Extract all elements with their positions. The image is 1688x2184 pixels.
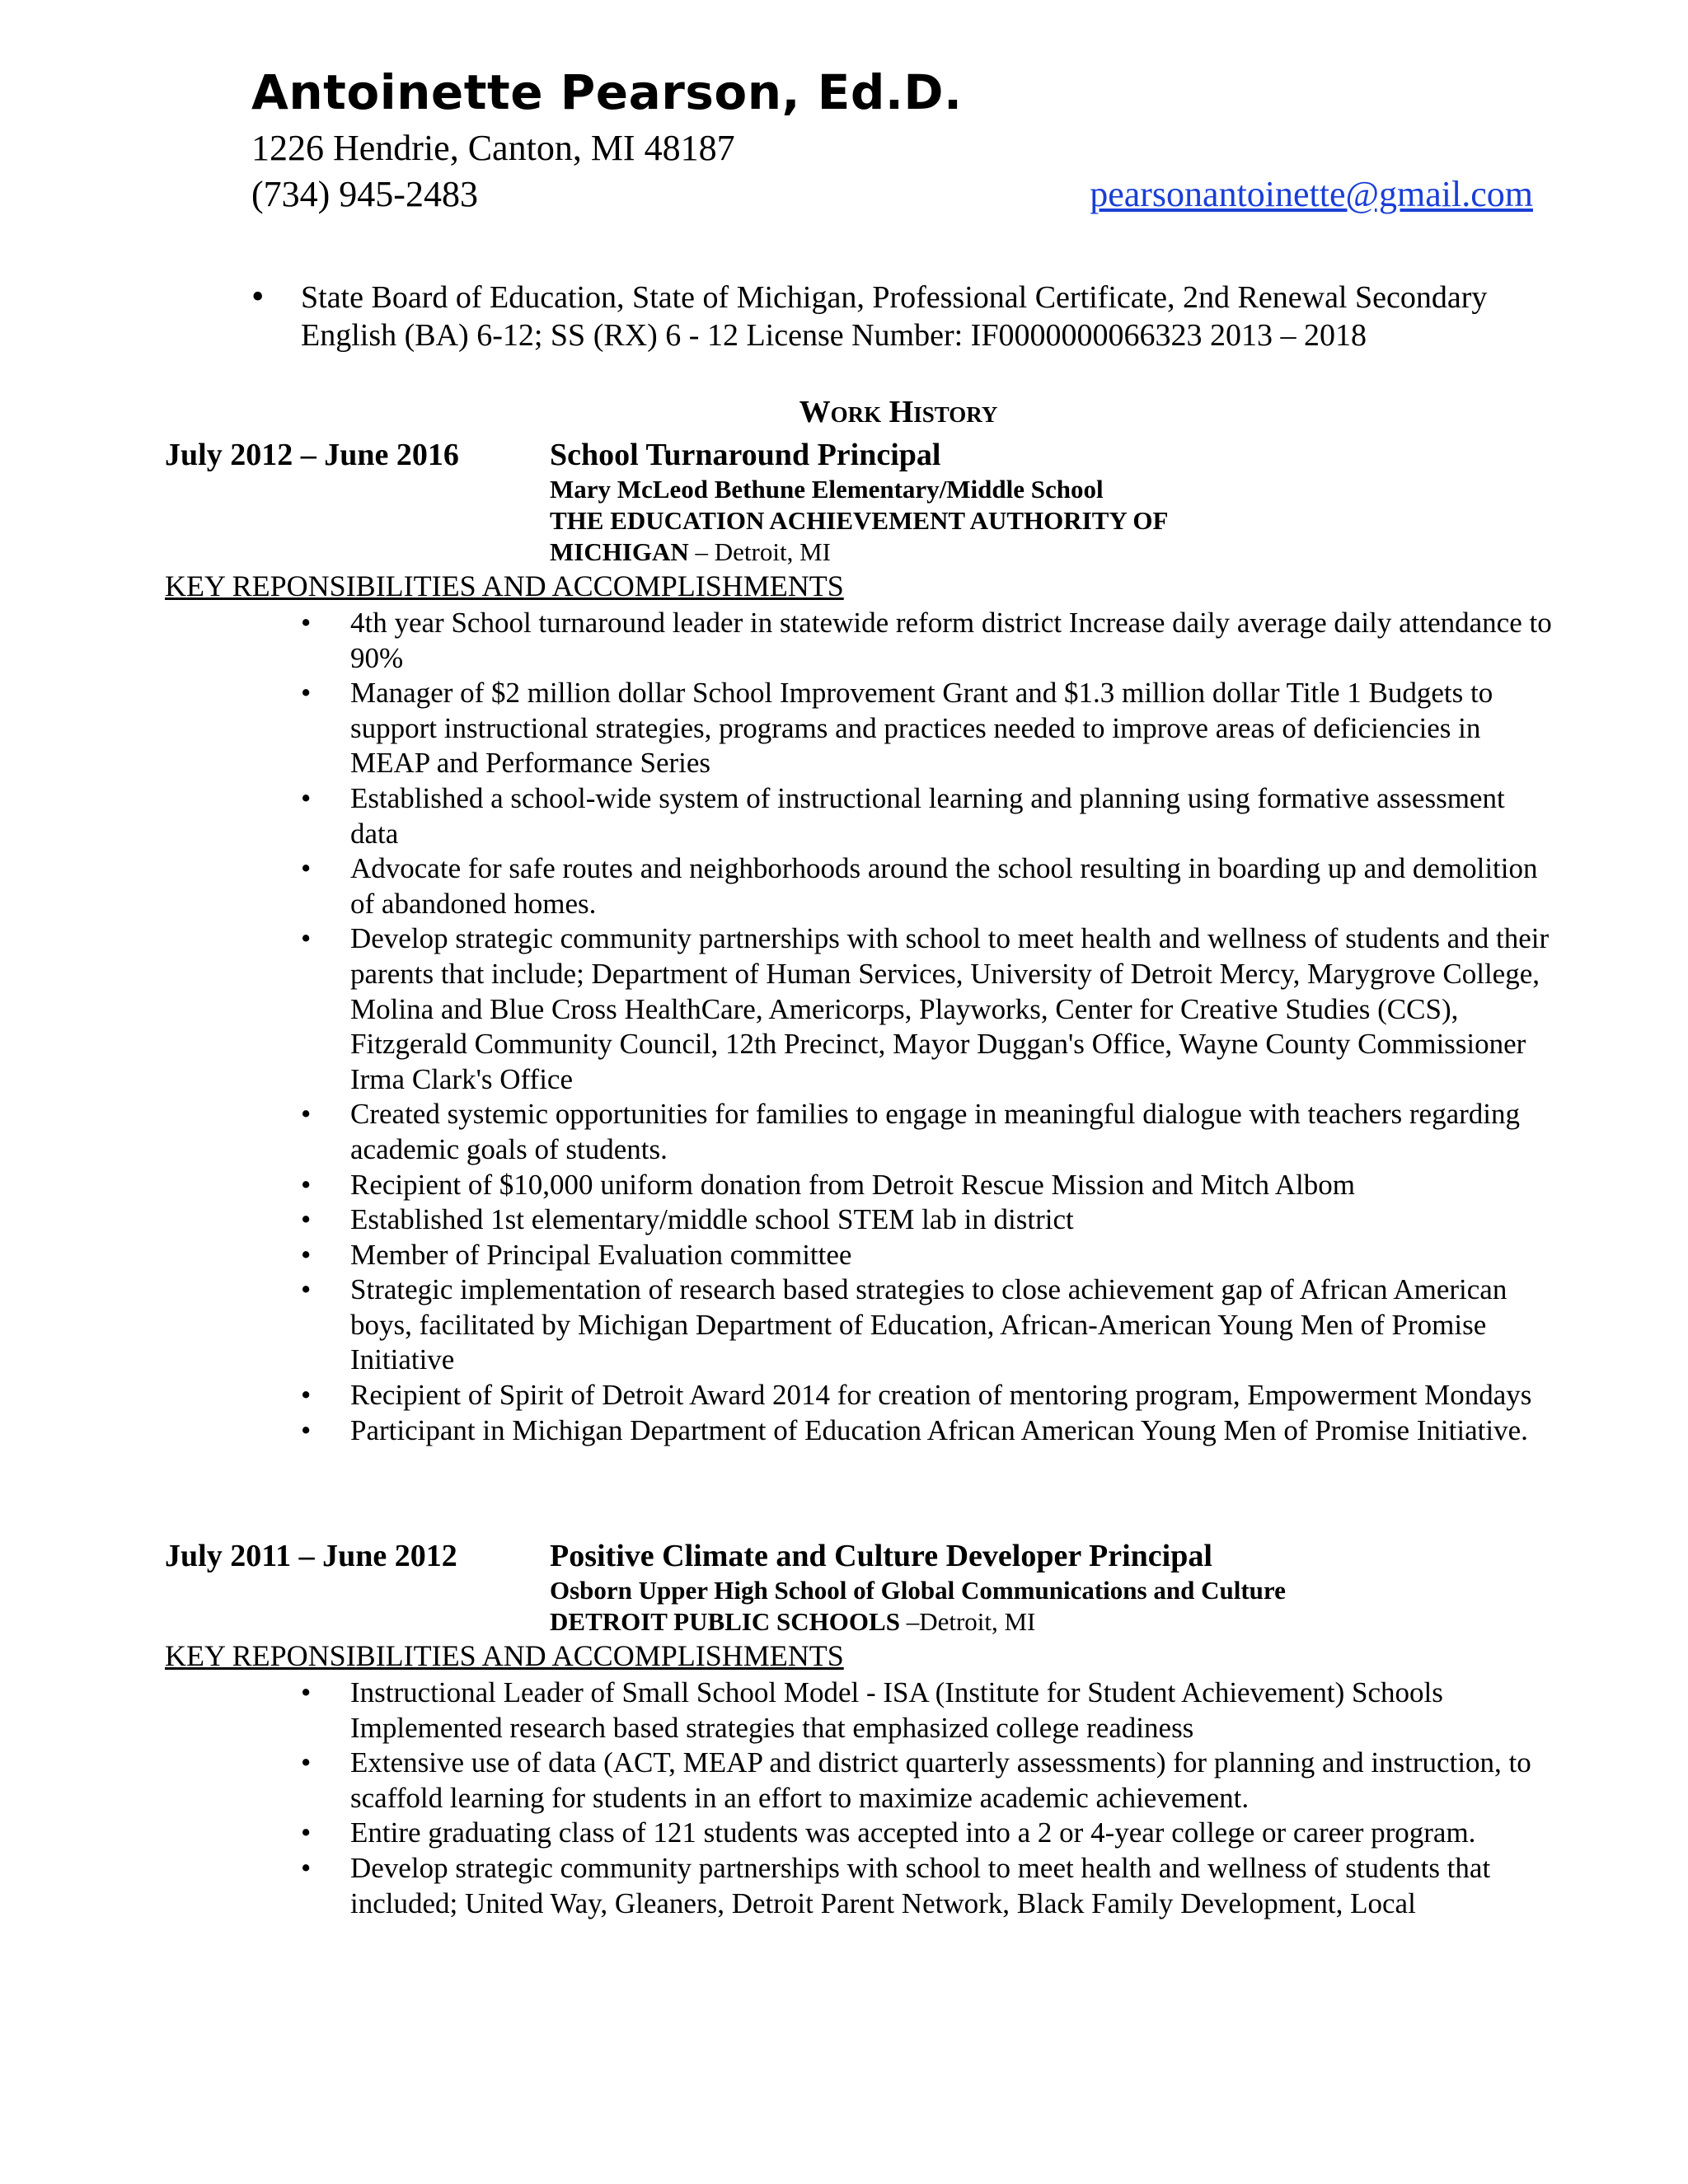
list-item — [301, 606, 1554, 676]
list-item-text: Participant in Michigan Department of Education African American Young Men of Promise Initiative. — [350, 1413, 1528, 1446]
list-item — [301, 1238, 1554, 1273]
address: 1226 Hendrie, Canton, MI 48187 — [251, 128, 735, 168]
employer-location: –Detroit, MI — [899, 1607, 1036, 1636]
email-link[interactable]: pearsonantoinette@gmail.com — [1090, 174, 1533, 214]
bullet-icon: • — [301, 852, 312, 885]
list-item-text: Member of Principal Evaluation committee — [350, 1238, 852, 1271]
job-title: Positive Climate and Culture Developer Principal — [550, 1539, 1212, 1573]
responsibilities-heading: KEY REPONSIBILITIES AND ACCOMPLISHMENTS — [165, 569, 844, 602]
job-organization: Osborn Upper High School of Global Communications and Culture — [550, 1576, 1286, 1605]
bullet-icon: • — [301, 677, 312, 710]
list-item — [301, 1413, 1554, 1449]
list-item — [301, 1746, 1554, 1816]
candidate-name: Antoinette Pearson, Ed.D. — [251, 64, 963, 120]
bullet-icon: • — [301, 1746, 312, 1779]
bullet-icon: • — [301, 781, 312, 814]
list-item — [301, 921, 1554, 1097]
bullet-icon: • — [301, 1816, 312, 1849]
phone-number: (734) 945-2483 — [251, 174, 478, 214]
list-item-text: Strategic implementation of research based strategies to close achievement gap of African American boys, facilitated by Michigan Department of Education, African-American Young Men of Promise Initiative — [350, 1273, 1507, 1376]
job-dates: July 2012 – June 2016 — [165, 438, 459, 472]
list-item — [301, 676, 1554, 781]
list-item-text: Extensive use of data (ACT, MEAP and district quarterly assessments) for planning and instruction, to scaffold learning for students in an effort to maximize academic achievement. — [350, 1746, 1531, 1814]
list-item-text: Instructional Leader of Small School Model - ISA (Institute for Student Achievement) Schools Implemented research based strategies that emphasized college readiness — [350, 1676, 1443, 1744]
employer-name: DETROIT PUBLIC SCHOOLS — [550, 1607, 900, 1636]
employer-location: – Detroit, MI — [688, 537, 831, 566]
list-item-text: Recipient of Spirit of Detroit Award 2014 for creation of mentoring program, Empowerment Mondays — [350, 1379, 1532, 1412]
bullet-icon: • — [301, 1203, 312, 1236]
job-employer-location — [550, 537, 831, 567]
list-item — [301, 851, 1554, 921]
bullet-icon: • — [301, 1098, 312, 1131]
list-item — [301, 1675, 1554, 1746]
bullet-icon: • — [301, 1273, 312, 1306]
list-item-text: Entire graduating class of 121 students was accepted into a 2 or 4-year college or career program. — [350, 1816, 1476, 1849]
list-item-text: 4th year School turnaround leader in statewide reform district Increase daily average daily attendance to 90% — [350, 607, 1552, 674]
job-employer: THE EDUCATION ACHIEVEMENT AUTHORITY OF — [550, 506, 1169, 535]
list-item-text: Established a school-wide system of instructional learning and planning using formative assessment data — [350, 781, 1505, 850]
employer-name: MICHIGAN — [550, 537, 689, 566]
bullet-icon: • — [301, 1851, 312, 1884]
bullet-icon: • — [301, 1379, 312, 1412]
list-item — [301, 781, 1554, 851]
list-item-text: Recipient of $10,000 uniform donation from Detroit Rescue Mission and Mitch Albom — [350, 1168, 1356, 1201]
responsibilities-list — [301, 606, 1554, 1448]
responsibilities-list — [301, 1675, 1554, 1921]
list-item — [301, 1272, 1554, 1378]
list-item — [301, 1202, 1554, 1238]
list-item — [301, 1097, 1554, 1167]
list-item-text: Develop strategic community partnerships with school to meet health and wellness of students that included; United Way, Gleaners, Detroit Parent Network, Black Family Development, Local — [350, 1851, 1491, 1919]
job-organization: Mary McLeod Bethune Elementary/Middle School — [550, 475, 1104, 504]
responsibilities-heading: KEY REPONSIBILITIES AND ACCOMPLISHMENTS — [165, 1639, 844, 1672]
list-item-text: Advocate for safe routes and neighborhoods around the school resulting in boarding up and demolition of abandoned homes. — [350, 852, 1538, 920]
bullet-icon: • — [301, 1676, 312, 1708]
bullet-icon: • — [301, 922, 312, 955]
job-dates: July 2011 – June 2012 — [165, 1539, 457, 1573]
bullet-icon: • — [301, 607, 312, 639]
bullet-icon: • — [301, 1168, 312, 1201]
section-title-work-history: Work History — [799, 395, 998, 429]
bullet-icon: • — [301, 1238, 312, 1271]
certification-text: State Board of Education, State of Michigan, Professional Certificate, 2nd Renewal Secondary English (BA) 6-12; SS (RX) 6 - 12 License Number: IF0000000066323 2013 – 2018 — [301, 280, 1488, 353]
list-item — [301, 1378, 1554, 1413]
list-item — [301, 1816, 1554, 1851]
list-item-text: Created systemic opportunities for families to engage in meaningful dialogue with teachers regarding academic goals of students. — [350, 1098, 1521, 1165]
bullet-icon: • — [251, 276, 265, 316]
job-title: School Turnaround Principal — [550, 438, 941, 472]
list-item-text: Manager of $2 million dollar School Improvement Grant and $1.3 million dollar Title 1 Budgets to support instructional strategies, programs and practices needed to improve areas of deficiencies in MEAP and Performance Series — [350, 677, 1493, 780]
list-item — [301, 1168, 1554, 1203]
bullet-icon: • — [301, 1413, 312, 1446]
list-item — [301, 1851, 1554, 1921]
list-item-text: Develop strategic community partnerships with school to meet health and wellness of students and their parents that include; Department of Human Services, University of Detroit Mercy, Marygrove College, Molina and Blue Cross HealthCare, Americorps, Playworks, Center for Creative Studies (CCS), Fitzgerald Community Council, 12th Precinct, Mayor Duggan's Office, Wayne County Commissioner Irma Clark's Office — [350, 922, 1550, 1095]
job-employer-location — [550, 1607, 1035, 1637]
list-item-text: Established 1st elementary/middle school STEM lab in district — [350, 1203, 1074, 1236]
